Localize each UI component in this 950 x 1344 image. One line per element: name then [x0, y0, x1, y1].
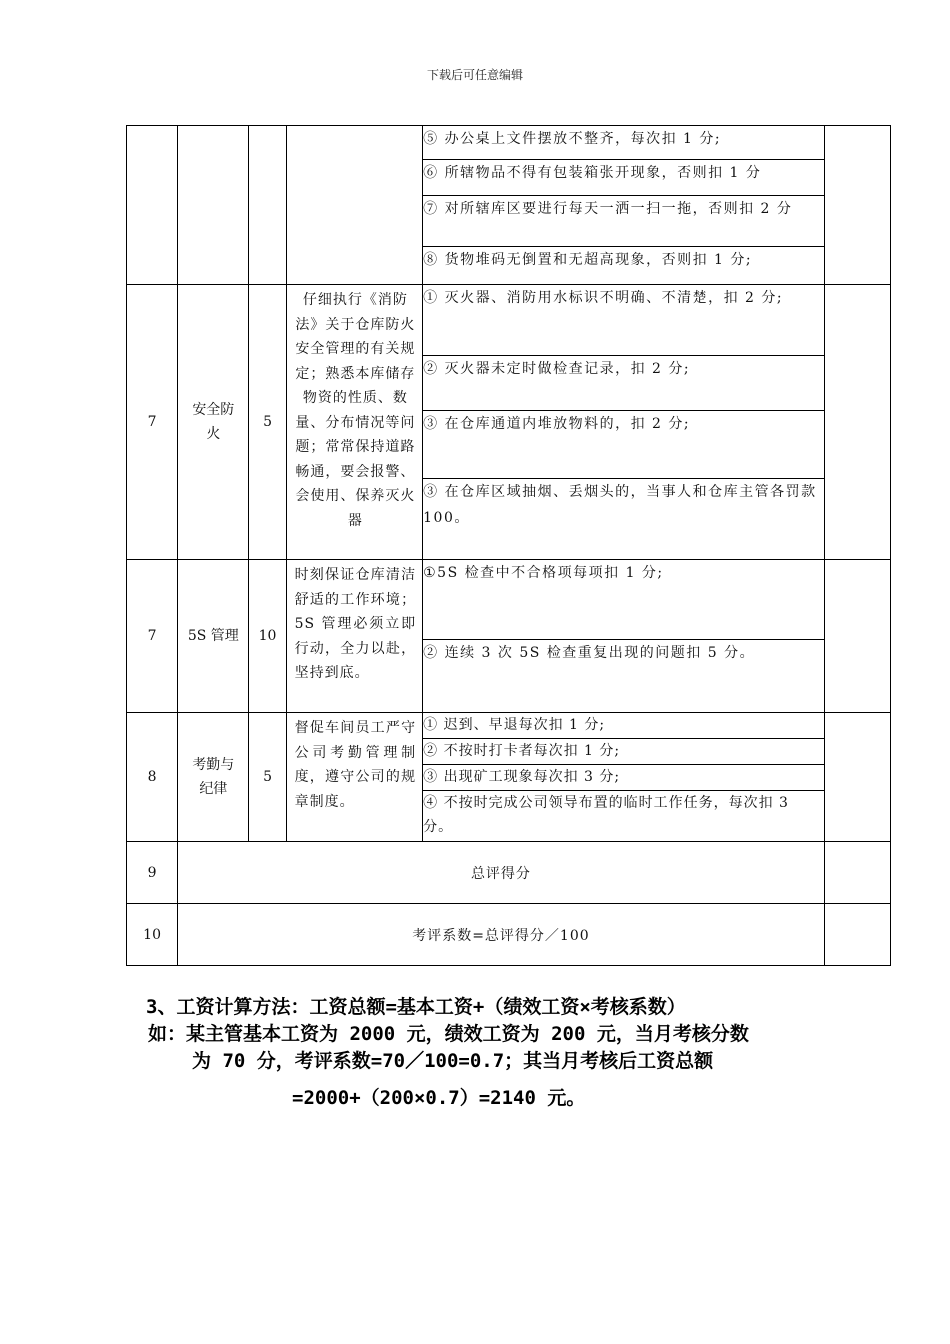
rule-cell: ⑧ 货物堆码无倒置和无超高现象，否则扣 1 分; [423, 247, 825, 285]
row-number: 9 [127, 842, 178, 904]
total-score-cell: 总评得分 [178, 842, 825, 904]
rule-cell: ③ 在仓库通道内堆放物料的，扣 2 分; [423, 411, 825, 479]
standard-cell: 时刻保证仓库清洁舒适的工作环境；5S 管理必须立即行动，全力以赴，坚持到底。 [286, 560, 423, 713]
remark-cell [824, 560, 890, 713]
rule-cell: ①5S 检查中不合格项每项扣 1 分; [423, 560, 825, 640]
standard-cell [286, 126, 423, 285]
table-row [127, 560, 891, 640]
remark-cell [824, 126, 890, 285]
rule-cell: ① 迟到、早退每次扣 1 分; [423, 713, 825, 739]
rule-cell: ③ 在仓库区域抽烟、丢烟头的，当事人和仓库主管各罚款 100。 [423, 479, 825, 560]
score-cell: 5 [249, 713, 286, 842]
row-number: 7 [127, 285, 178, 560]
rule-cell: ⑥ 所辖物品不得有包装箱张开现象，否则扣 1 分 [423, 160, 825, 196]
standard-cell: 督促车间员工严守公司考勤管理制度，遵守公司的规章制度。 [286, 713, 423, 842]
rule-cell: ① 灭火器、消防用水标识不明确、不清楚，扣 2 分; [423, 285, 825, 356]
item-label: 考勤与纪律 [192, 757, 235, 797]
remark-cell [824, 842, 890, 904]
table-row [127, 713, 891, 739]
item-cell [178, 713, 249, 842]
table-row [127, 285, 891, 356]
remark-cell [824, 713, 890, 842]
row-number [127, 126, 178, 285]
coefficient-cell: 考评系数=总评得分／100 [178, 904, 825, 966]
table-row [127, 126, 891, 160]
salary-method-title: 3、工资计算方法：工资总额=基本工资+（绩效工资×考核系数） [146, 996, 686, 1018]
table-row [127, 842, 891, 904]
remark-cell [824, 285, 890, 560]
rule-cell: ② 不按时打卡者每次扣 1 分; [423, 739, 825, 765]
item-cell [178, 126, 249, 285]
row-number: 10 [127, 904, 178, 966]
rule-cell: ⑤ 办公桌上文件摆放不整齐，每次扣 1 分; [423, 126, 825, 160]
row-number: 8 [127, 713, 178, 842]
score-cell [249, 126, 286, 285]
rule-cell: ② 灭火器未定时做检查记录，扣 2 分; [423, 356, 825, 411]
example-line: 为 70 分，考评系数=70／100=0.7；其当月考核后工资总额 [192, 1050, 714, 1072]
score-cell: 5 [249, 285, 286, 560]
example-line: 如：某主管基本工资为 2000 元，绩效工资为 200 元，当月考核分数 [148, 1023, 749, 1045]
item-cell [178, 285, 249, 560]
rule-cell: ③ 出现矿工现象每次扣 3 分; [423, 765, 825, 791]
item-label: 安全防火 [192, 402, 235, 442]
row-number: 7 [127, 560, 178, 713]
remark-cell [824, 904, 890, 966]
score-cell: 10 [249, 560, 286, 713]
page-header: 下载后可任意编辑 [426, 68, 523, 82]
rule-cell: ④ 不按时完成公司领导布置的临时工作任务，每次扣 3 分。 [423, 791, 825, 842]
item-cell: 5S 管理 [178, 560, 249, 713]
table-row [127, 904, 891, 966]
example-result: =2000+（200×0.7）=2140 元。 [292, 1087, 586, 1109]
rule-cell: ② 连续 3 次 5S 检查重复出现的问题扣 5 分。 [423, 640, 825, 713]
assessment-table [126, 125, 891, 966]
standard-cell: 仔细执行《消防法》关于仓库防火安全管理的有关规定；熟悉本库储存物资的性质、数量、分布情况等问题；常常保持道路畅通，要会报警、会使用、保养灭火器 [286, 285, 423, 560]
rule-cell: ⑦ 对所辖库区要进行每天一洒一扫一拖，否则扣 2 分 [423, 196, 825, 247]
